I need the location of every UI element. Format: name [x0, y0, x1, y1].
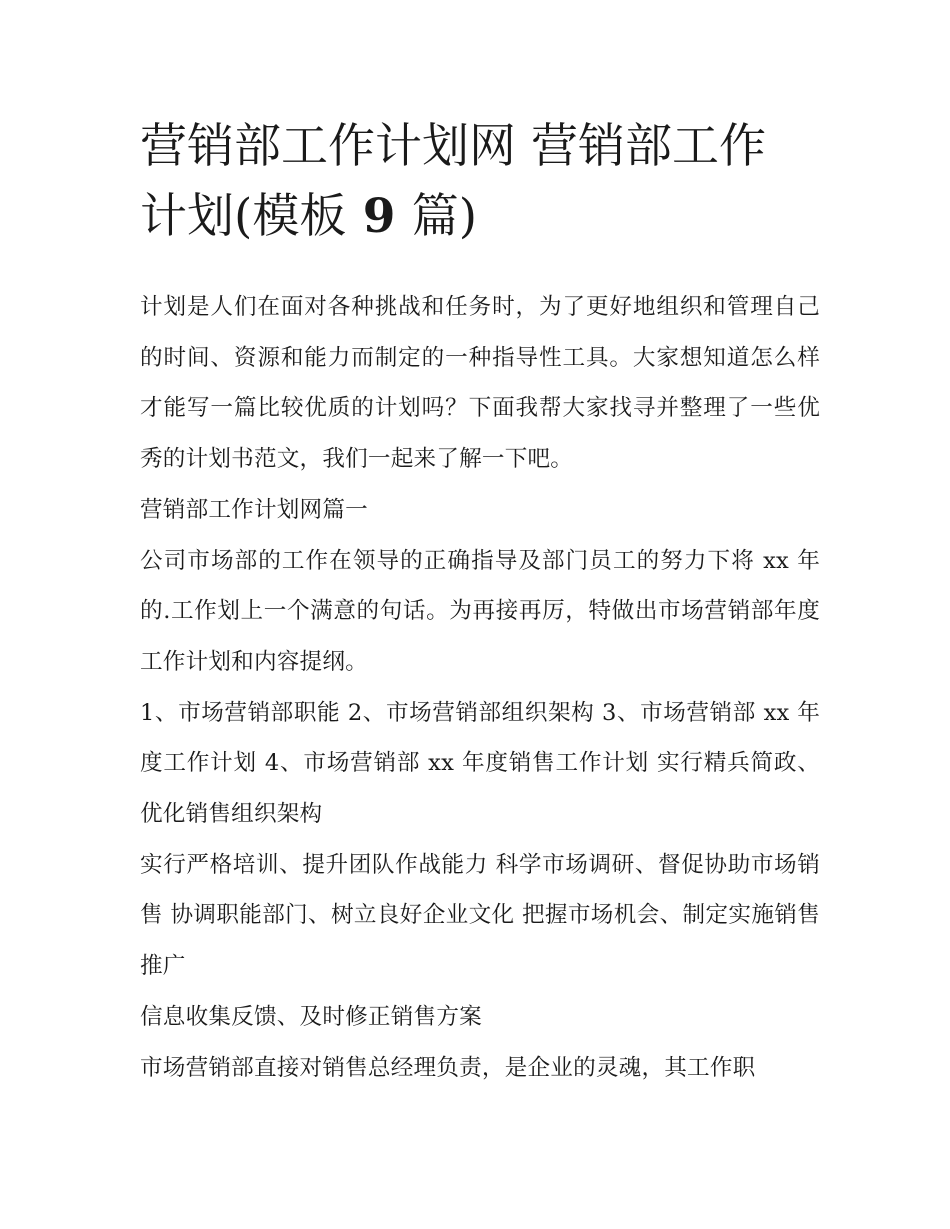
body-paragraph: 实行严格培训、提升团队作战能力 科学市场调研、督促协助市场销售 协调职能部门、树立良好企业文化 把握市场机会、制定实施销售推广: [140, 851, 820, 980]
document-page: [140, 112, 820, 1093]
title-line-2-start: 计划(模板: [140, 189, 347, 244]
document-body: [140, 282, 820, 1093]
body-paragraph: 市场营销部直接对销售总经理负责，是企业的灵魂，其工作职: [140, 1054, 756, 1081]
body-paragraph: 1、市场营销部职能 2、市场营销部组织架构 3、市场营销部 xx 年度工作计划 4、市场营销部 xx 年度销售工作计划 实行精兵简政、优化销售组织架构: [140, 699, 820, 828]
body-paragraph: 信息收集反馈、及时修正销售方案: [140, 1003, 482, 1030]
intro-paragraph: 计划是人们在面对各种挑战和任务时，为了更好地组织和管理自己的时间、资源和能力而制定的一种指导性工具。大家想知道怎么样才能写一篇比较优质的计划吗？下面我帮大家找寻并整理了一些优秀的计划书范文，我们一起来了解一下吧。: [140, 294, 820, 473]
section-heading: 营销部工作计划网篇一: [140, 496, 368, 523]
document-title: [140, 112, 820, 252]
title-line-1: 营销部工作计划网 营销部工作: [140, 119, 766, 174]
title-line-2-number: 9: [346, 189, 412, 244]
body-paragraph: 公司市场部的工作在领导的正确指导及部门员工的努力下将 xx 年的.工作划上一个满意的句话。为再接再厉，特做出市场营销部年度工作计划和内容提纲。: [140, 547, 820, 675]
title-line-2-end: 篇): [411, 189, 478, 244]
